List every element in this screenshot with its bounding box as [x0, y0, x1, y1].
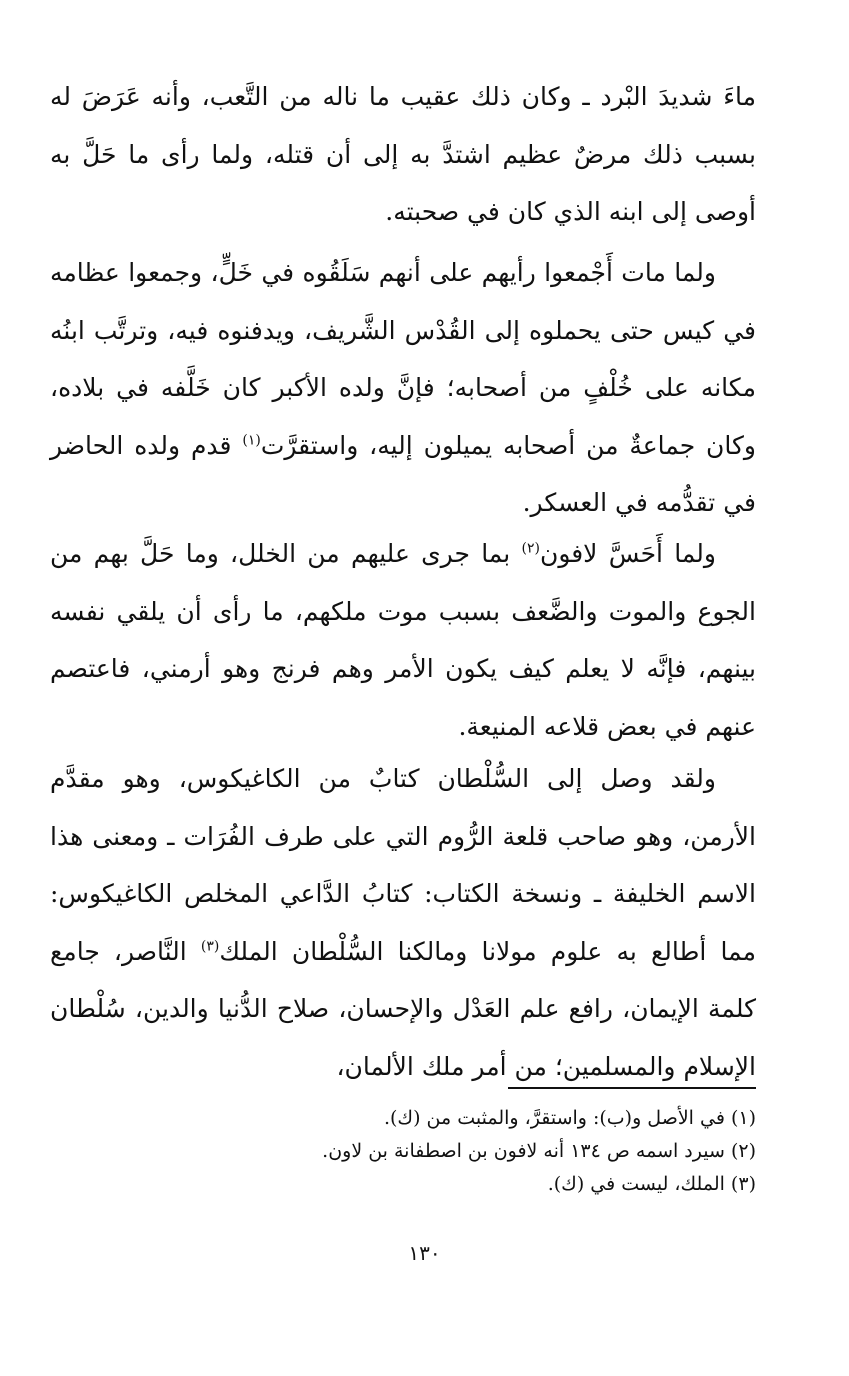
- page-number: ١٣٠: [408, 1241, 441, 1265]
- footnote-3: (٣) الملك، ليست في (ك).: [547, 1173, 756, 1195]
- paragraph-2-text-a: ولما مات أَجْمعوا رأيهم على أنهم سَلَقُوه في خَلٍّ، وجمعوا عظامه في كيس حتى يحملوه إلى القُدْس الشَّريف، ويدفنوه فيه، وترتَّب ابنُه مكانه على خُلْفٍ من أصحابه؛ فإنَّ ولده الأكبر كان خَلَّفه في بلاده، وكان جماعةٌ من أصحابه يميلون إليه، واستقرَّت: [50, 258, 756, 460]
- paragraph-4-text-a: ولقد وصل إلى السُّلْطان كتابٌ من الكاغيكوس، وهو مقدَّم الأرمن، وهو صاحب قلعة الرُّوم التي على طرف الفُرَات ـ ومعنى هذا الاسم الخليفة ـ ونسخة الكتاب: كتابُ الدَّاعي المخلص الكاغيكوس: مما أطالع به علوم مولانا ومالكنا السُّلْطان الملك: [50, 764, 756, 966]
- paragraph-2-text-b: قدم ولده الحاضر في تقدُّمه في العسكر.: [50, 430, 756, 517]
- paragraph-3-text-b: بما جرى عليهم من الخلل، وما حَلَّ بهم من الجوع والموت والضَّعف بسبب موت ملكهم، ما رأى أن يلقي نفسه بينهم، فإنَّه لا يعلم كيف يكون الأمر وهم فرنج وهو أرمني، فاعتصم عنهم في بعض قلاعه المنيعة.: [50, 539, 756, 741]
- paragraph-4: [50, 750, 756, 1095]
- footnotes: [50, 1102, 756, 1201]
- footnote-1: (١) في الأصل و(ب): واستقرَّ، والمثبت من (ك).: [383, 1107, 756, 1129]
- footnote-separator: [508, 1087, 756, 1089]
- paragraph-4-text-b: النَّاصر، جامع كلمة الإيمان، رافع علم العَدْل والإحسان، صلاح الدُّنيا والدين، سُلْطان الإسلام والمسلمين؛ من أمر ملك الألمان،: [50, 936, 756, 1081]
- paragraph-3: [50, 525, 756, 755]
- paragraph-3-text: [50, 525, 756, 755]
- footnote-2: (٢) سيرد اسمه ص ١٣٤ أنه لافون بن اصطفانة بن لاون.: [322, 1140, 756, 1162]
- paragraph-2-text: [50, 244, 756, 532]
- footnote-marker-3: (٣): [200, 938, 220, 955]
- paragraph-1: [50, 68, 756, 241]
- paragraph-2: [50, 244, 756, 532]
- paragraph-4-text: [50, 750, 756, 1095]
- footnote-marker-1: (١): [242, 432, 261, 449]
- paragraph-3-text-a: ولما أَحَسَّ لافون: [539, 539, 716, 568]
- footnote-marker-2: (٢): [521, 540, 540, 557]
- paragraph-1-text: ماءَ شديدَ البْرد ـ وكان ذلك عقيب ما ناله من التَّعب، وأنه عَرَضَ له بسبب ذلك مرضٌ عظيم اشتدَّ به إلى أن قتله، ولما رأى ما حَلَّ به أوصى إلى ابنه الذي كان في صحبته.: [50, 82, 756, 226]
